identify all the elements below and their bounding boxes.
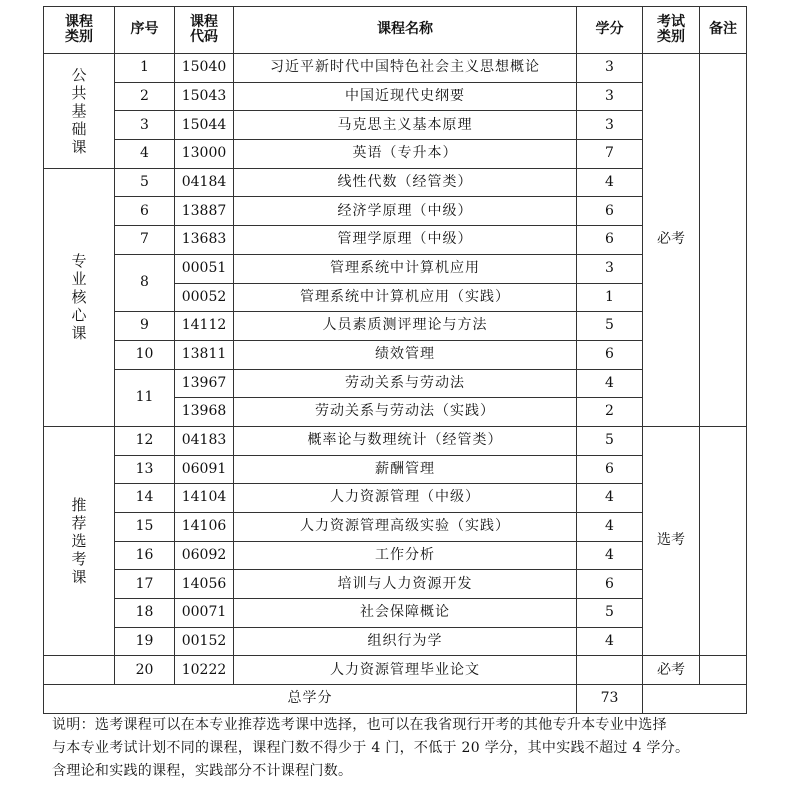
- name-cell: 人力资源管理（中级）: [234, 484, 577, 513]
- header-category: 课程 类别: [44, 7, 115, 54]
- table-row: [44, 111, 747, 140]
- exam-type-required: 必考: [643, 54, 700, 427]
- name-cell: 人员素质测评理论与方法: [234, 312, 577, 341]
- category-public: 公共基础课: [44, 54, 115, 169]
- table-row: [44, 426, 747, 455]
- credit-cell: [577, 656, 643, 685]
- seq-cell: 6: [115, 197, 175, 226]
- code-cell: 13967: [175, 369, 234, 398]
- name-cell: 培训与人力资源开发: [234, 570, 577, 599]
- note-line: 与本专业考试计划不同的课程，课程门数不得少于 4 门，不低于 20 学分，其中实践不超过 4 学分。: [52, 740, 690, 756]
- header-seq: 序号: [115, 7, 175, 54]
- name-cell: 绩效管理: [234, 340, 577, 369]
- table-row: [44, 82, 747, 111]
- name-cell: 人力资源管理高级实验（实践）: [234, 513, 577, 542]
- name-cell: 薪酬管理: [234, 455, 577, 484]
- code-cell: 10222: [175, 656, 234, 685]
- seq-cell: 14: [115, 484, 175, 513]
- credit-cell: 3: [577, 82, 643, 111]
- code-cell: 13887: [175, 197, 234, 226]
- seq-cell: 7: [115, 226, 175, 255]
- credit-cell: 6: [577, 226, 643, 255]
- code-cell: 13811: [175, 340, 234, 369]
- name-cell: 中国近现代史纲要: [234, 82, 577, 111]
- credit-cell: 3: [577, 111, 643, 140]
- credit-cell: 4: [577, 513, 643, 542]
- table-row: [44, 599, 747, 628]
- table-row: [44, 140, 747, 169]
- credit-cell: 2: [577, 398, 643, 427]
- code-cell: 06092: [175, 541, 234, 570]
- seq-cell: 10: [115, 340, 175, 369]
- name-cell: 劳动关系与劳动法: [234, 369, 577, 398]
- name-cell: 管理系统中计算机应用（实践）: [234, 283, 577, 312]
- name-cell: 马克思主义基本原理: [234, 111, 577, 140]
- seq-cell: 9: [115, 312, 175, 341]
- seq-cell: 19: [115, 627, 175, 656]
- code-cell: 06091: [175, 455, 234, 484]
- note-line: 说明：选考课程可以在本专业推荐选考课中选择，也可以在我省现行开考的其他专升本专业中选择: [52, 717, 667, 733]
- exam-type-thesis: 必考: [643, 656, 700, 685]
- seq-cell: 13: [115, 455, 175, 484]
- table-row: [44, 513, 747, 542]
- table-row: [44, 197, 747, 226]
- credit-cell: 4: [577, 541, 643, 570]
- table-row: [44, 340, 747, 369]
- header-remark: 备注: [700, 7, 747, 54]
- code-cell: 04183: [175, 426, 234, 455]
- code-cell: 14056: [175, 570, 234, 599]
- name-cell: 劳动关系与劳动法（实践）: [234, 398, 577, 427]
- credit-cell: 4: [577, 168, 643, 197]
- code-cell: 00152: [175, 627, 234, 656]
- seq-cell: 2: [115, 82, 175, 111]
- seq-cell: 1: [115, 54, 175, 83]
- table-row: [44, 226, 747, 255]
- name-cell: 经济学原理（中级）: [234, 197, 577, 226]
- credit-cell: 3: [577, 254, 643, 283]
- seq-cell: 20: [115, 656, 175, 685]
- explanation-note: [52, 714, 772, 783]
- code-cell: 00071: [175, 599, 234, 628]
- header-credit: 学分: [577, 7, 643, 54]
- name-cell: 管理系统中计算机应用: [234, 254, 577, 283]
- code-cell: 15043: [175, 82, 234, 111]
- name-cell: 社会保障概论: [234, 599, 577, 628]
- course-plan-table: [43, 6, 747, 714]
- credit-cell: 4: [577, 369, 643, 398]
- remark-cell: [700, 426, 747, 656]
- seq-cell: 3: [115, 111, 175, 140]
- seq-cell: 11: [115, 369, 175, 426]
- header-name: 课程名称: [234, 7, 577, 54]
- table-row: [44, 455, 747, 484]
- note-line: 含理论和实践的课程，实践部分不计课程门数。: [52, 763, 353, 779]
- header-row: [44, 7, 747, 54]
- name-cell: 组织行为学: [234, 627, 577, 656]
- exam-type-elective: 选考: [643, 426, 700, 656]
- total-row: [44, 685, 747, 714]
- table-row: [44, 484, 747, 513]
- credit-cell: 6: [577, 197, 643, 226]
- table-row: [44, 254, 747, 283]
- credit-cell: 7: [577, 140, 643, 169]
- name-cell: 工作分析: [234, 541, 577, 570]
- credit-cell: 5: [577, 599, 643, 628]
- seq-cell: 17: [115, 570, 175, 599]
- table-row: [44, 570, 747, 599]
- total-label: 总学分: [44, 685, 577, 714]
- remark-cell: [700, 656, 747, 685]
- remark-cell: [700, 54, 747, 427]
- table-row: [44, 168, 747, 197]
- category-core: 专业核心课: [44, 168, 115, 426]
- total-value: 73: [577, 685, 643, 714]
- seq-cell: 8: [115, 254, 175, 311]
- credit-cell: 6: [577, 455, 643, 484]
- code-cell: 04184: [175, 168, 234, 197]
- credit-cell: 5: [577, 426, 643, 455]
- name-cell: 人力资源管理毕业论文: [234, 656, 577, 685]
- header-exam-type: 考试 类别: [643, 7, 700, 54]
- credit-cell: 6: [577, 570, 643, 599]
- code-cell: 14104: [175, 484, 234, 513]
- table-row: [44, 312, 747, 341]
- header-code: 课程 代码: [175, 7, 234, 54]
- seq-cell: 15: [115, 513, 175, 542]
- seq-cell: 4: [115, 140, 175, 169]
- credit-cell: 5: [577, 312, 643, 341]
- category-elective: 推荐选考课: [44, 426, 115, 656]
- credit-cell: 4: [577, 484, 643, 513]
- table-row: [44, 369, 747, 398]
- seq-cell: 18: [115, 599, 175, 628]
- credit-cell: 1: [577, 283, 643, 312]
- code-cell: 00051: [175, 254, 234, 283]
- name-cell: 习近平新时代中国特色社会主义思想概论: [234, 54, 577, 83]
- code-cell: 14112: [175, 312, 234, 341]
- name-cell: 线性代数（经管类）: [234, 168, 577, 197]
- code-cell: 14106: [175, 513, 234, 542]
- name-cell: 英语（专升本）: [234, 140, 577, 169]
- table-row: [44, 656, 747, 685]
- category-empty: [44, 656, 115, 685]
- code-cell: 13000: [175, 140, 234, 169]
- table-row: [44, 541, 747, 570]
- credit-cell: 6: [577, 340, 643, 369]
- seq-cell: 16: [115, 541, 175, 570]
- code-cell: 15040: [175, 54, 234, 83]
- code-cell: 13968: [175, 398, 234, 427]
- total-empty: [643, 685, 747, 714]
- credit-cell: 3: [577, 54, 643, 83]
- code-cell: 15044: [175, 111, 234, 140]
- table-row: [44, 627, 747, 656]
- seq-cell: 5: [115, 168, 175, 197]
- code-cell: 13683: [175, 226, 234, 255]
- table-row: [44, 54, 747, 83]
- credit-cell: 4: [577, 627, 643, 656]
- code-cell: 00052: [175, 283, 234, 312]
- seq-cell: 12: [115, 426, 175, 455]
- name-cell: 概率论与数理统计（经管类）: [234, 426, 577, 455]
- name-cell: 管理学原理（中级）: [234, 226, 577, 255]
